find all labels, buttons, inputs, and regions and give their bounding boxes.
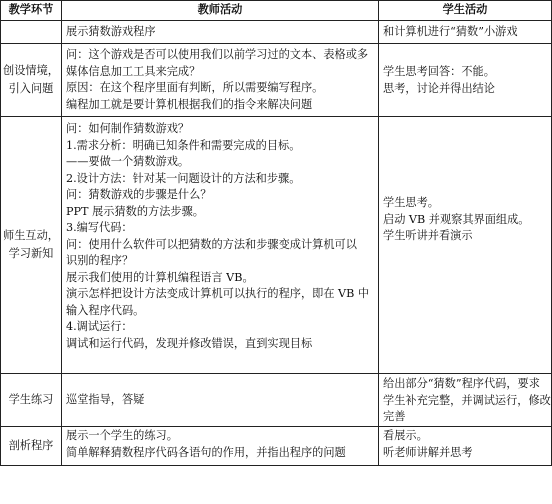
table-row <box>1 21 552 44</box>
student-line: 给出部分“猜数”程序代码，要求 <box>383 377 540 390</box>
student-activity-cell <box>379 44 552 117</box>
stage-line: 剖析程序 <box>8 439 54 452</box>
teacher-line: 识别的程序？ <box>66 254 134 267</box>
table-row <box>1 44 552 117</box>
table-header-row <box>1 1 552 21</box>
teacher-line: 问：这个游戏是否可以使用我们以前学习过的文本、表格或多 <box>66 48 369 61</box>
student-line: 思考，讨论并得出结论 <box>383 81 495 95</box>
teacher-line: 问：如何制作猜数游戏？ <box>66 122 190 135</box>
teacher-activity-cell <box>62 44 379 117</box>
stage-line: 学生练习 <box>8 393 54 406</box>
teacher-activity-cell <box>62 427 379 466</box>
header-stage: 教学环节 <box>1 1 62 21</box>
teacher-line: 简单解释猜数程序代码各语句的作用，并指出程序的问题 <box>66 445 346 459</box>
teacher-line: ——要做一个猜数游戏。 <box>66 155 190 168</box>
stage-line: 师生互动， <box>3 229 59 242</box>
teacher-activity-cell <box>62 117 379 374</box>
teacher-line: 展示一个学生的练习。 <box>66 429 178 442</box>
header-student-activity: 学生活动 <box>379 1 552 21</box>
student-line: 完善 <box>383 410 406 423</box>
teacher-line: 输入程序代码。 <box>66 303 145 317</box>
stage-line: 学习新知 <box>8 247 54 260</box>
header-teacher-activity: 教师活动 <box>62 1 379 21</box>
student-line: 启动 VB 并观察其界面组成。 <box>383 212 530 226</box>
stage-cell <box>1 21 62 44</box>
teacher-line: 媒体信息加工工具来完成？ <box>66 64 201 78</box>
teacher-line: 问：猜数游戏的步骤是什么？ <box>66 188 212 201</box>
teacher-line: 巡堂指导，答疑 <box>66 392 145 406</box>
teacher-line: 调试和运行代码，发现并修改错误，直到实现目标 <box>66 336 313 350</box>
student-line: 学生补充完整，并调试运行，修改 <box>383 393 551 407</box>
student-line: 学生听讲并看演示 <box>383 229 473 242</box>
teacher-line: 4.调试运行： <box>66 320 133 333</box>
teacher-line: 编程加工就是要计算机根据我们的指令来解决问题 <box>66 97 313 111</box>
stage-cell <box>1 374 62 427</box>
stage-cell <box>1 427 62 466</box>
teacher-line: 演示怎样把设计方法变成计算机可以执行的程序，即在 VB 中 <box>66 287 370 300</box>
teacher-activity-cell <box>62 374 379 427</box>
student-activity-cell <box>379 21 552 44</box>
teacher-line: 1.需求分析：明确已知条件和需要完成的目标。 <box>66 138 301 152</box>
stage-cell <box>1 44 62 117</box>
stage-line: 引入问题 <box>8 82 54 95</box>
teacher-line: 原因：在这个程序里面有判断，所以需要编写程序。 <box>66 81 324 94</box>
teacher-line: 展示猜数游戏程序 <box>66 24 156 38</box>
stage-cell <box>1 117 62 374</box>
teacher-line: 3.编写代码： <box>66 221 133 234</box>
student-activity-cell <box>379 427 552 466</box>
teacher-activity-cell <box>62 21 379 44</box>
table-row <box>1 427 552 466</box>
student-line: 学生思考回答：不能。 <box>383 65 495 78</box>
stage-line: 创设情境， <box>3 64 59 77</box>
teacher-line: 问：使用什么软件可以把猜数的方法和步骤变成计算机可以 <box>66 237 357 251</box>
student-line: 看展示。 <box>383 429 428 442</box>
teacher-line: PPT 展示猜数的方法步骤。 <box>66 204 204 218</box>
table-row <box>1 374 552 427</box>
teacher-line: 展示我们使用的计算机编程语言 VB。 <box>66 270 254 284</box>
student-activity-cell <box>379 117 552 374</box>
teacher-line: 2.设计方法：针对某一问题设计的方法和步骤。 <box>66 171 301 185</box>
student-activity-cell <box>379 374 552 427</box>
student-line: 听老师讲解并思考 <box>383 445 473 459</box>
student-line: 和计算机进行“猜数”小游戏 <box>383 24 518 38</box>
table-row <box>1 117 552 374</box>
student-line: 学生思考。 <box>383 196 439 209</box>
